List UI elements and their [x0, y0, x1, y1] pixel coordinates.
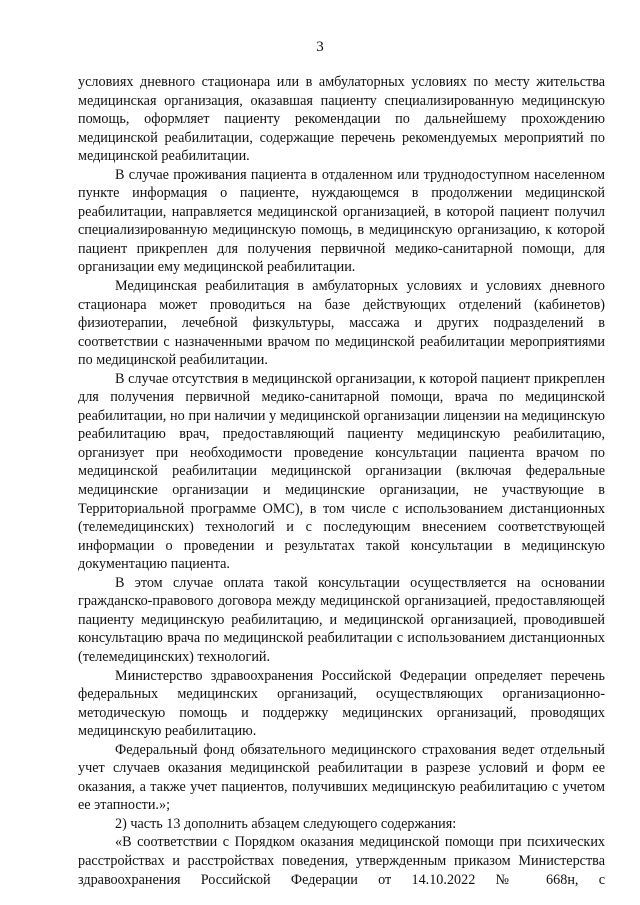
paragraph: Медицинская реабилитация в амбулаторных условиях и условиях дневного стационара может проводиться на базе действующих отделений (кабинетов) физиотерапии, лечебной физкультуры, массажа и других подразделений в соответствии с назначенными врачом по медицинской реабилитации мероприятиями по медицинской реабилитации.	[78, 278, 605, 369]
paragraph: Федеральный фонд обязательного медицинского страхования ведет отдельный учет случаев оказания медицинской реабилитации в разрезе условий и форм ее оказания, а также учет пациентов, получивших медицинскую реабилитацию с учетом ее этапности.»;	[78, 741, 605, 814]
paragraph: условиях дневного стационара или в амбулаторных условиях по месту жительства медицинская организация, оказавшая пациенту специализированную медицинскую помощь, оформляет пациенту рекомендации по дальнейшему прохождению медицинской реабилитации, содержащие перечень рекомендуемых мероприятий по медицинской реабилитации.	[78, 74, 605, 165]
document-body	[78, 73, 605, 889]
paragraph: 2) часть 13 дополнить абзацем следующего содержания:	[115, 815, 457, 832]
paragraph: «В соответствии с Порядком оказания медицинской помощи при психических расстройствах и расстройствах поведения, утвержденным приказом Министерства здравоохранения Российской Федерации от 14.10.2022 № 668н, с	[78, 834, 605, 888]
paragraph: В случае отсутствия в медицинской организации, к которой пациент прикреплен для получения первичной медико-санитарной помощи, врача по медицинской реабилитации, но при наличии у медицинской организации лицензии на медицинскую реабилитацию врач, предоставляющий пациенту медицинскую реабилитацию, организует при необходимости проведение консультации пациента врачом по медицинской реабилитации медицинской организации (включая федеральные медицинские организации и медицинские организации, не участвующие в Территориальной программе ОМС), в том числе с использованием дистанционных (телемедицинских) технологий и с последующим внесением соответствующей информации о проведении и результатах такой консультации в медицинскую документацию пациента.	[78, 370, 605, 573]
page-number: 3	[316, 39, 324, 55]
paragraph: Министерство здравоохранения Российской Федерации определяет перечень федеральных медицинских организаций, осуществляющих организационно-методическую помощь и поддержку медицинских организаций, проводящих медицинскую реабилитацию.	[78, 667, 605, 740]
paragraph: В случае проживания пациента в отдаленном или труднодоступном населенном пункте информация о пациенте, нуждающемся в продолжении медицинской реабилитации, направляется медицинской организацией, в которой пациент получил специализированную медицинскую помощь, в медицинскую организацию, к которой пациент прикреплен для получения первичной медико-санитарной помощи, для организации ему медицинской реабилитации.	[78, 166, 605, 276]
paragraph: В этом случае оплата такой консультации осуществляется на основании гражданско-правового договора между медицинской организацией, предоставляющей пациенту медицинскую реабилитацию, и медицинской организацией, проводившей консультацию врача по медицинской реабилитации с использованием дистанционных (телемедицинских) технологий.	[78, 574, 605, 665]
